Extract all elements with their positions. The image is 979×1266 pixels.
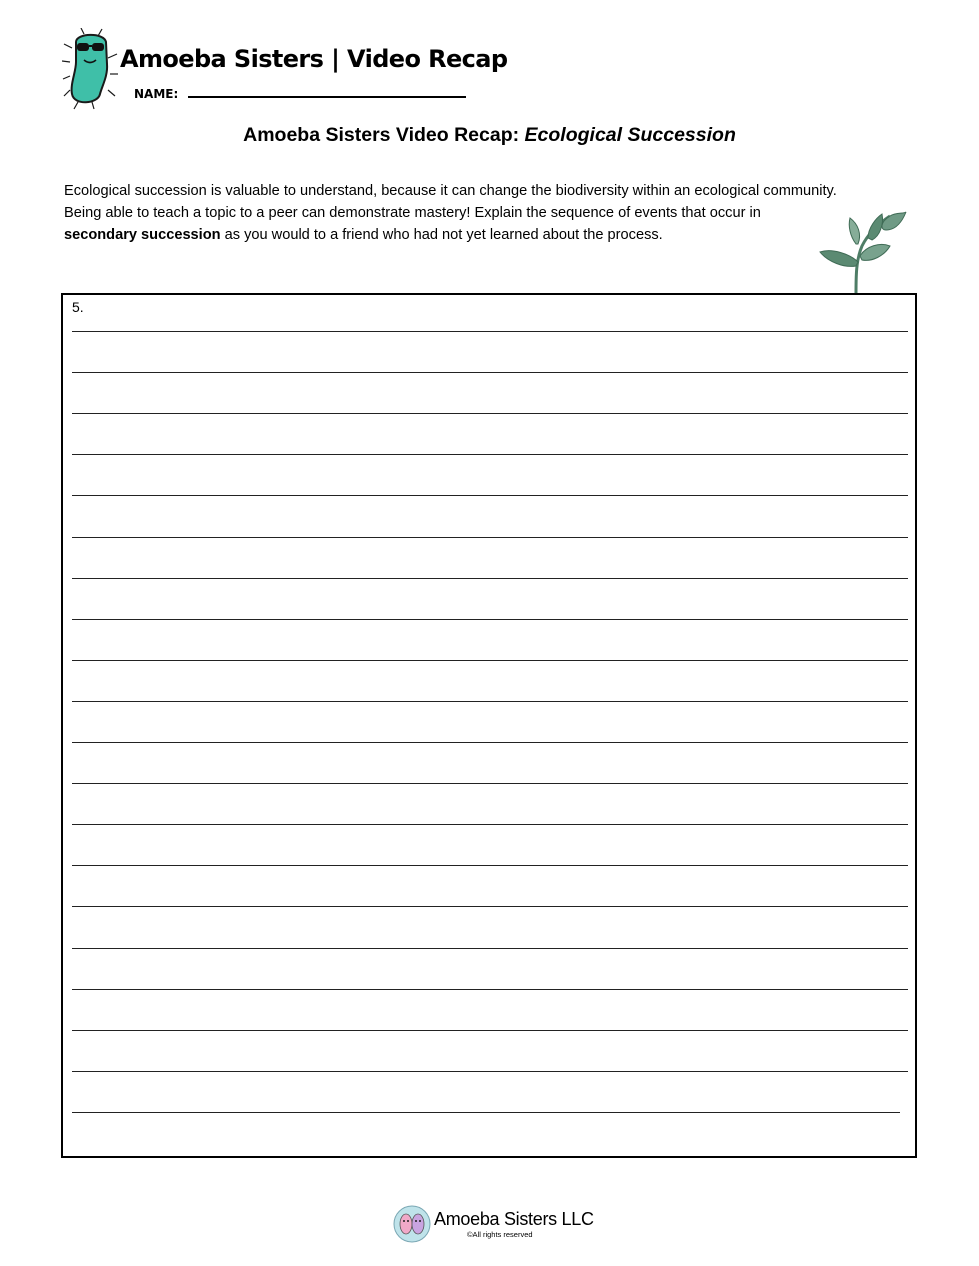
title-prefix: Amoeba Sisters Video Recap: <box>243 124 525 146</box>
brand-title: Amoeba Sisters | Video Recap <box>120 45 508 73</box>
sprout-icon <box>816 210 908 296</box>
answer-line[interactable] <box>72 742 908 743</box>
amoeba-mascot-icon <box>62 28 120 110</box>
answer-box[interactable] <box>61 293 917 1158</box>
question-number: 5. <box>72 299 84 315</box>
answer-line[interactable] <box>72 906 908 907</box>
answer-line[interactable] <box>72 783 908 784</box>
footer <box>393 1204 613 1246</box>
page-title <box>0 124 979 147</box>
answer-line[interactable] <box>72 372 908 373</box>
answer-line[interactable] <box>72 1112 900 1113</box>
answer-line[interactable] <box>72 865 908 866</box>
answer-line[interactable] <box>72 1071 908 1072</box>
answer-line[interactable] <box>72 454 908 455</box>
intro-line-3 <box>64 224 894 246</box>
title-topic: Ecological Succession <box>524 124 736 146</box>
answer-line[interactable] <box>72 1030 908 1031</box>
answer-line[interactable] <box>72 989 908 990</box>
intro-line-2: Being able to teach a topic to a peer can demonstrate mastery! Explain the sequence of events that occur in <box>64 205 761 221</box>
intro-line-1: Ecological succession is valuable to understand, because it can change the biodiversity within an ecological community. <box>64 183 837 199</box>
answer-line[interactable] <box>72 701 908 702</box>
name-input-line[interactable] <box>188 96 466 98</box>
footer-company: Amoeba Sisters LLC <box>434 1209 594 1229</box>
amoeba-sisters-logo-icon <box>393 1204 431 1244</box>
answer-line[interactable] <box>72 537 908 538</box>
footer-rights: ©All rights reserved <box>467 1230 533 1239</box>
answer-line[interactable] <box>72 495 908 496</box>
answer-line[interactable] <box>72 413 908 414</box>
answer-line[interactable] <box>72 331 908 332</box>
intro-line-3-rest: as you would to a friend who had not yet learned about the process. <box>220 227 663 243</box>
answer-line[interactable] <box>72 824 908 825</box>
intro-bold-term: secondary succession <box>64 227 221 243</box>
answer-line[interactable] <box>72 660 908 661</box>
intro-paragraph <box>64 180 894 246</box>
answer-line[interactable] <box>72 578 908 579</box>
name-label: NAME: <box>134 87 179 101</box>
answer-line[interactable] <box>72 948 908 949</box>
worksheet-header <box>62 28 508 110</box>
answer-line[interactable] <box>72 619 908 620</box>
